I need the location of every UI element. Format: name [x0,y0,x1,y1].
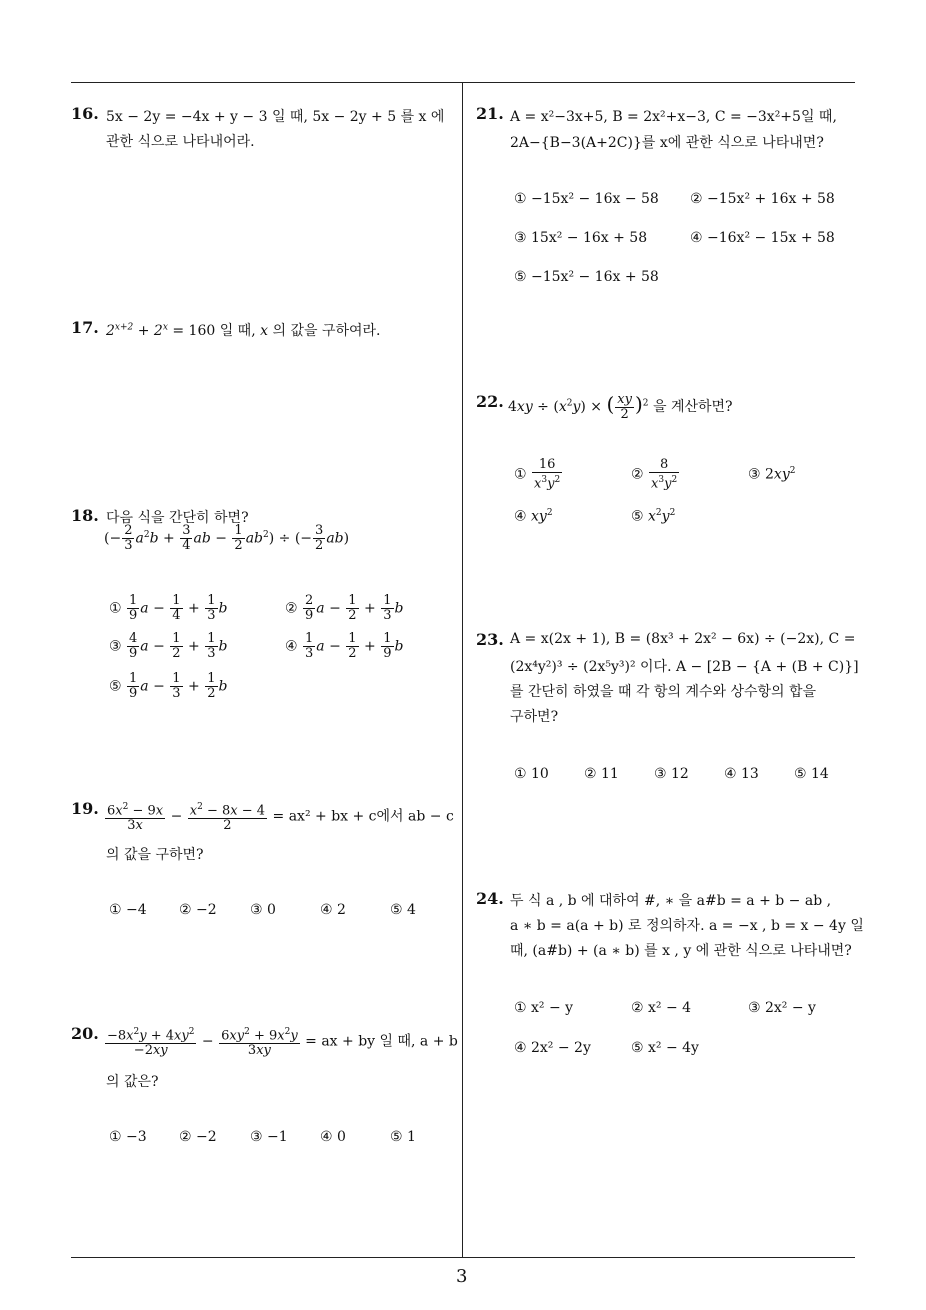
option-2[interactable]: ② 11 [584,766,619,782]
question-text: $4xy \div (x^2y)$ × ( $\frac{xy}{2}$ )$^2$ 을 계산하면? [508,391,733,422]
option-5[interactable]: ⑤ −15x² − 16x + 58 [514,269,659,285]
option-5[interactable]: ⑤ 14 [794,766,829,782]
option-4[interactable]: ④ $xy^2$ [514,508,553,525]
question-number: 17. [71,318,99,337]
option-3[interactable]: ③ 15x² − 16x + 58 [514,230,648,246]
option-1[interactable]: ① −15x² − 16x − 58 [514,191,659,207]
option-4[interactable]: ④ 0 [320,1129,346,1145]
option-3[interactable]: ③ 2x² − y [748,1000,816,1016]
question-text-line4: 구하면? [510,709,559,725]
question-text: $2^{x+2} + 2^x = 160$ 일 때, x 의 값을 구하여라. [106,322,381,339]
question-number: 21. [476,104,504,123]
option-3[interactable]: ③ $2xy^2$ [748,466,796,483]
bottom-rule [71,1257,855,1258]
equation: $\frac{-8x^2y + 4xy^2}{-2xy}$ − $\frac{6xy^2 + 9x^2y}{3xy}$ = ax + by 일 때, a + b [107,1027,458,1059]
question-text-line1: 두 식 a , b 에 대하여 #, ∗ 을 a#b = a + b − ab , [510,893,832,909]
question-text-line2: 의 값은? [106,1074,159,1090]
option-1[interactable]: ① −4 [109,902,147,918]
option-2[interactable]: ② −2 [179,1129,217,1145]
option-1[interactable]: ① $\frac{16}{x^3y^2}$ [514,457,561,492]
question-text-line2: a ∗ b = a(a + b) 로 정의하자. a = −x , b = x − 4y 일 [510,918,864,934]
option-4[interactable]: ④ $\frac{1}{3}$ a − $\frac{1}{2}$ + $\frac{1}{9}$ b [285,631,404,661]
question-text-line2: 2A−{B−3(A+2C)}를 x에 관한 식으로 나타내면? [510,135,824,151]
option-4[interactable]: ④ 2x² − 2y [514,1040,591,1056]
question-number: 23. [476,630,504,649]
question-text: 다음 식을 간단히 하면? [106,510,249,526]
question-number: 19. [71,799,99,818]
question-text-line1: 5x − 2y = −4x + y − 3 일 때, 5x − 2y + 5 를 x 에 [106,109,445,125]
option-2[interactable]: ② $\frac{8}{x^3y^2}$ [631,457,678,492]
option-3[interactable]: ③ 12 [654,766,689,782]
option-3[interactable]: ③ 0 [250,902,276,918]
option-1[interactable]: ① x² − y [514,1000,574,1016]
question-text-line2: (2x⁴y²)³ ÷ (2x⁵y³)² 이다. A − [2B − {A + (B + C)}] [510,659,859,675]
option-1[interactable]: ① $\frac{1}{9}$ a − $\frac{1}{4}$ + $\frac{1}{3}$ b [109,593,228,623]
option-5[interactable]: ⑤ 1 [390,1129,416,1145]
question-number: 22. [476,392,504,411]
equation-rhs: = ax + by 일 때, a + b [305,1033,458,1050]
option-2[interactable]: ② −2 [179,902,217,918]
top-rule [71,82,855,83]
option-1[interactable]: ① 10 [514,766,549,782]
question-number: 24. [476,889,504,908]
question-text-line1: A = x(2x + 1), B = (8x³ + 2x² − 6x) ÷ (−2x), C = [510,631,856,647]
option-5[interactable]: ⑤ 4 [390,902,416,918]
option-4[interactable]: ④ −16x² − 15x + 58 [690,230,835,246]
option-5[interactable]: ⑤ $x^2y^2$ [631,508,676,525]
option-4[interactable]: ④ 13 [724,766,759,782]
equation-rhs: = ax² + bx + c에서 ab − c [272,808,454,825]
question-text-line1: A = x²−3x+5, B = 2x²+x−3, C = −3x²+5일 때, [510,109,837,125]
expression: (− $\frac{2}{3}$ $a^2b$ + $\frac{3}{4}$ ab − $\frac{1}{2}$ $ab^2$) ÷ (− $\frac{3}{2}$ ab) [104,523,350,553]
column-divider [462,82,463,1258]
option-4[interactable]: ④ 2 [320,902,346,918]
question-number: 16. [71,104,99,123]
page-number: 3 [456,1266,468,1287]
question-text-line3: 를 간단히 하였을 때 각 항의 계수와 상수항의 합을 [510,684,817,700]
option-2[interactable]: ② $\frac{2}{9}$ a − $\frac{1}{2}$ + $\frac{1}{3}$ b [285,593,404,623]
equation: $\frac{6x^2 - 9x}{3x}$ − $\frac{x^2 - 8x - 4}{2}$ = ax² + bx + c에서 ab − c [107,802,454,834]
option-2[interactable]: ② −15x² + 16x + 58 [690,191,835,207]
question-text-line3: 때, (a#b) + (a ∗ b) 를 x , y 에 관한 식으로 나타내면? [510,943,852,959]
option-3[interactable]: ③ $\frac{4}{9}$ a − $\frac{1}{2}$ + $\frac{1}{3}$ b [109,631,228,661]
option-2[interactable]: ② x² − 4 [631,1000,692,1016]
question-text-line2: 의 값을 구하면? [106,847,204,863]
option-3[interactable]: ③ −1 [250,1129,288,1145]
question-number: 20. [71,1024,99,1043]
question-number: 18. [71,506,99,525]
question-text-line2: 관한 식으로 나타내어라. [106,134,255,150]
option-5[interactable]: ⑤ $\frac{1}{9}$ a − $\frac{1}{3}$ + $\frac{1}{2}$ b [109,671,228,701]
option-5[interactable]: ⑤ x² − 4y [631,1040,699,1056]
option-1[interactable]: ① −3 [109,1129,147,1145]
